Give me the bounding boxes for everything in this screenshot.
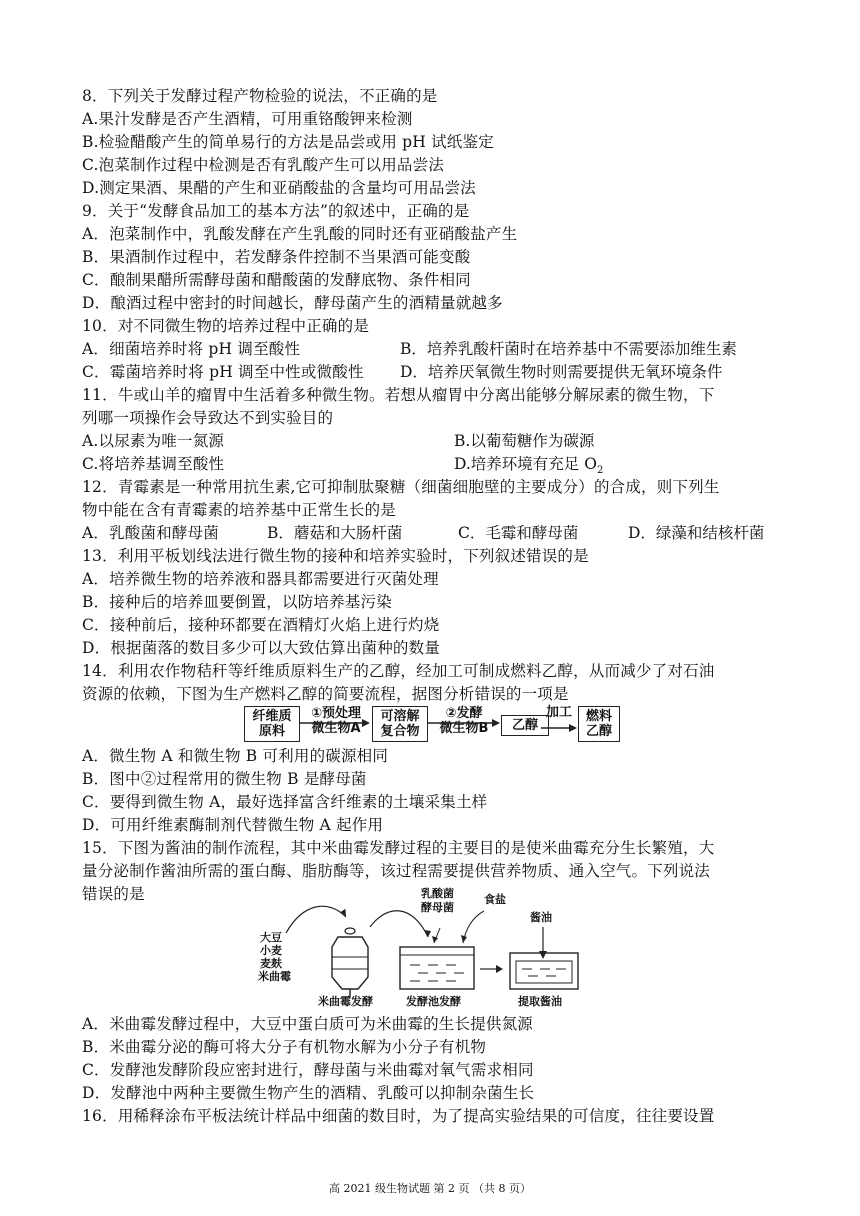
stage-pool-fermentation: 发酵池发酵 [406, 995, 461, 1008]
q12-option-d: D．绿藻和结核杆菌 [628, 524, 765, 542]
q8-option-a: A.果汁发酵是否产生酒精，可用重铬酸钾来检测 [82, 110, 413, 128]
label-lactobacillus: 乳酸菌 [421, 887, 454, 900]
q9-stem: 9．关于“发酵食品加工的基本方法”的叙述中，正确的是 [82, 202, 470, 220]
q10-option-d: D．培养厌氧微生物时则需要提供无氧环境条件 [400, 363, 723, 381]
q12-option-b: B．蘑菇和大肠杆菌 [267, 524, 403, 542]
q13-option-c: C．接种前后，接种环都要在酒精灯火焰上进行灼烧 [82, 616, 440, 634]
q13-option-d: D．根据菌落的数目多少可以大致估算出菌种的数量 [82, 639, 441, 657]
q10-stem: 10．对不同微生物的培养过程中正确的是 [82, 317, 370, 335]
flow-step1-line2: 微生物A [311, 721, 361, 736]
q16-stem: 16．用稀释涂布平板法统计样品中细菌的数目时，为了提高实验结果的可信度，往往要设置 [82, 1107, 715, 1125]
flow-arrow-1 [300, 718, 370, 728]
q11-option-b: B.以葡萄糖作为碳源 [454, 432, 595, 450]
flow-box-fuel-line2: 乙醇 [585, 724, 612, 739]
q11-option-a: A.以尿素为唯一氮源 [82, 432, 225, 450]
q15-option-b: B．米曲霉分泌的酶可将大分子有机物水解为小分子有机物 [82, 1038, 487, 1056]
q13-option-b: B．接种后的培养皿要倒置，以防培养基污染 [82, 593, 392, 611]
page-footer: 高 2021 级生物试题 第 2 页 （共 8 页） [329, 1182, 531, 1195]
q9-option-d: D．酿酒过程中密封的时间越长，酵母菌产生的酒精量就越多 [82, 294, 503, 312]
q13-option-a: A．培养微生物的培养液和器具都需要进行灭菌处理 [82, 570, 439, 588]
stage-aspergillus-fermentation: 米曲霉发酵 [318, 995, 373, 1008]
flow-step2-line1: ②发酵 [445, 706, 483, 721]
q9-option-a: A．泡菜制作中，乳酸发酵在产生乳酸的同时还有亚硝酸盐产生 [82, 225, 518, 243]
q12-stem-line1: 12．青霉素是一种常用抗生素,它可抑制肽聚糖（细菌细胞壁的主要成分）的合成，则下列生 [82, 478, 720, 496]
ethanol-flow-diagram [244, 705, 619, 745]
flow-step3-label: 加工 [545, 705, 572, 720]
flow-box-fiber-line2: 原料 [258, 724, 285, 739]
q9-option-b: B．果酒制作过程中，若发酵条件控制不当果酒可能变酸 [82, 248, 471, 266]
q15-stem-line2: 量分泌制作酱油所需的蛋白酶、脂肪酶等，该过程需要提供营养物质、通入空气。下列说法 [82, 862, 711, 880]
q8-stem: 8．下列关于发酵过程产物检验的说法，不正确的是 [82, 87, 438, 105]
q15-option-c: C．发酵池发酵阶段应密封进行，酵母菌与米曲霉对氧气需求相同 [82, 1061, 534, 1079]
flow-step1-line1: ①预处理 [310, 706, 361, 721]
q10-option-a: A．细菌培养时将 pH 调至酸性 [82, 340, 301, 358]
flow-box-soluble-line2: 复合物 [380, 724, 420, 739]
input-aspergillus: 米曲霉 [258, 970, 291, 983]
label-yeast: 酵母菌 [421, 901, 454, 914]
soy-sauce-process-figure [258, 885, 598, 1010]
label-salt: 食盐 [484, 893, 506, 906]
q8-option-b: B.检验醋酸产生的简单易行的方法是品尝或用 pH 试纸鉴定 [82, 133, 494, 151]
input-soybean: 大豆 [260, 931, 282, 944]
flow-arrow-2 [428, 718, 500, 728]
q10-option-c: C．霉菌培养时将 pH 调至中性或微酸性 [82, 363, 364, 381]
q11-stem-line2: 列哪一项操作会导致达不到实验目的 [82, 409, 334, 427]
q11-option-c: C.将培养基调至酸性 [82, 455, 225, 473]
q14-option-c: C．要得到微生物 A，最好选择富含纤维素的土壤采集土样 [82, 793, 488, 811]
q15-option-a: A．米曲霉发酵过程中，大豆中蛋白质可为米曲霉的生长提供氮源 [82, 1015, 533, 1033]
q15-option-d: D．发酵池中两种主要微生物产生的酒精、乳酸可以抑制杂菌生长 [82, 1084, 535, 1102]
label-soy-sauce: 酱油 [530, 911, 552, 924]
flow-box-soluble-complex [372, 706, 428, 742]
q8-option-c: C.泡菜制作过程中检测是否有乳酸产生可以用品尝法 [82, 156, 445, 174]
flow-box-fiber-material [244, 706, 300, 742]
flow-box-ethanol: 乙醇 [501, 715, 549, 736]
q14-option-b: B．图中②过程常用的微生物 B 是酵母菌 [82, 770, 367, 788]
flow-box-fiber-line1: 纤维质 [252, 709, 292, 724]
q11-option-d: D.培养环境有充足 $O_2$ [454, 455, 604, 477]
q10-option-b: B．培养乳酸杆菌时在培养基中不需要添加维生素 [400, 340, 737, 358]
q8-option-d: D.测定果酒、果醋的产生和亚硝酸盐的含量均可用品尝法 [82, 179, 477, 197]
q11-stem-line1: 11．牛或山羊的瘤胃中生活着多种微生物。若想从瘤胃中分离出能够分解尿素的微生物，下 [82, 386, 715, 404]
q13-stem: 13．利用平板划线法进行微生物的接种和培养实验时，下列叙述错误的是 [82, 547, 589, 565]
q15-stem-line3: 错误的是 [82, 885, 145, 903]
flow-box-fuel-ethanol [578, 706, 620, 742]
q14-option-d: D．可用纤维素酶制剂代替微生物 A 起作用 [82, 816, 384, 834]
flow-box-soluble-line1: 可溶解 [380, 709, 420, 724]
q12-option-a: A．乳酸菌和酵母菌 [82, 524, 219, 542]
flow-arrow-3 [541, 723, 577, 733]
input-bran: 麦麸 [260, 957, 282, 970]
flow-box-fuel-line1: 燃料 [585, 709, 612, 724]
q12-stem-line2: 物中能在含有青霉素的培养基中正常生长的是 [82, 501, 397, 519]
flow-step2-line2: 微生物B [439, 721, 489, 736]
q9-option-c: C．酿制果醋所需酵母菌和醋酸菌的发酵底物、条件相同 [82, 271, 471, 289]
stage-extract-soy-sauce: 提取酱油 [518, 995, 562, 1008]
input-wheat: 小麦 [260, 944, 282, 957]
q14-stem-line1: 14．利用农作物秸秆等纤维质原料生产的乙醇，经加工可制成燃料乙醇，从而减少了对石油 [82, 662, 715, 680]
q15-stem-line1: 15．下图为酱油的制作流程，其中米曲霉发酵过程的主要目的是使米曲霉充分生长繁殖，大 [82, 839, 715, 857]
q12-option-c: C．毛霉和酵母菌 [458, 524, 579, 542]
q14-stem-line2: 资源的依赖，下图为生产燃料乙醇的简要流程，据图分析错误的一项是 [82, 685, 569, 703]
q14-option-a: A．微生物 A 和微生物 B 可利用的碳源相同 [82, 747, 389, 765]
